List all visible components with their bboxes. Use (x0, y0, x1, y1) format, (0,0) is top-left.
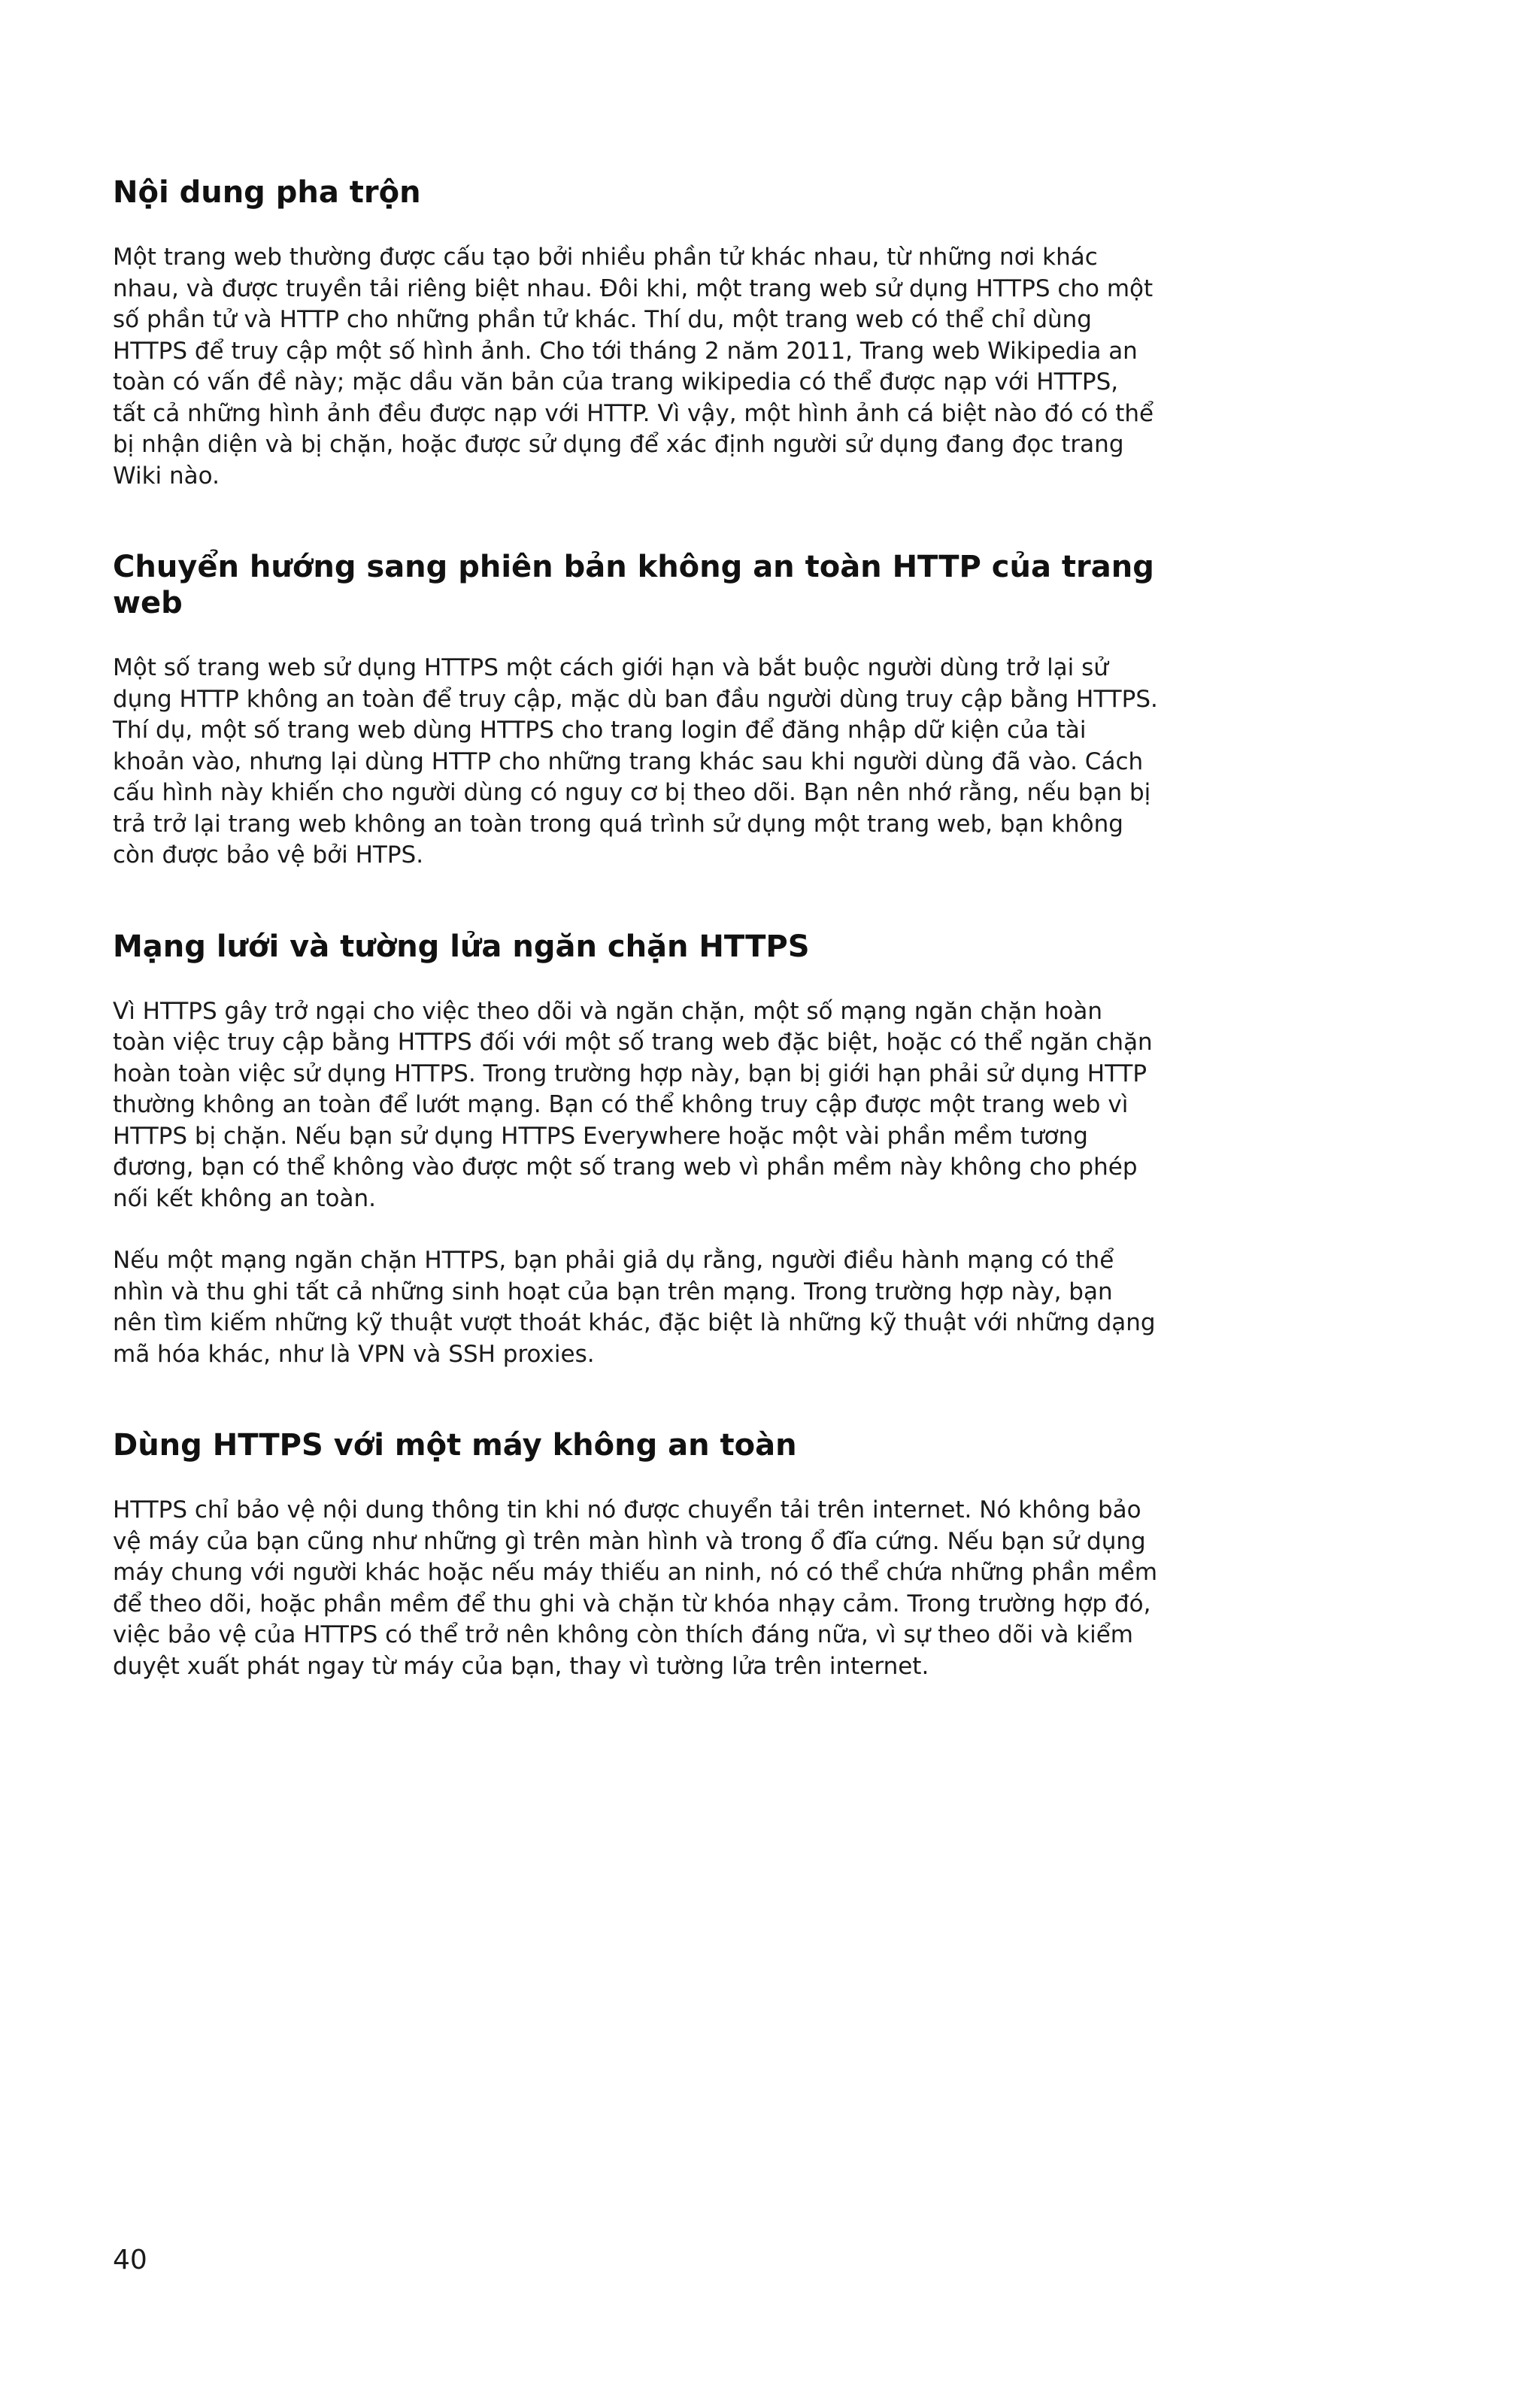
section-heading: Chuyển hướng sang phiên bản không an toàn HTTP của trang web (113, 550, 1154, 620)
page-number: 40 (113, 2245, 147, 2275)
section-paragraph: Một số trang web sử dụng HTTPS một cách giới hạn và bắt buộc người dùng trở lại sử dụng HTTP không an toàn để truy cập, mặc dù ban đầu người dùng truy cập bằng HTTPS. Thí dụ, một số trang web dùng HTTPS cho trang login để đăng nhập dữ kiện của tài khoản vào, nhưng lại dùng HTTP cho những trang khác sau khi người dùng đã vào. Cách cấu hình này khiến cho người dùng có nguy cơ bị theo dõi. Bạn nên nhớ rằng, nếu bạn bị trả trở lại trang web không an toàn trong quá trình sử dụng một trang web, bạn không còn được bảo vệ bởi HTPS. (113, 654, 1158, 869)
section-insecure-machine (113, 1427, 1158, 1682)
section-heading: Dùng HTTPS với một máy không an toàn (113, 1428, 797, 1463)
section-http-redirect (113, 549, 1158, 872)
section-heading: Nội dung pha trộn (113, 175, 421, 210)
section-paragraph: Một trang web thường được cấu tạo bởi nhiều phần tử khác nhau, từ những nơi khác nhau, và được truyền tải riêng biệt nhau. Đôi khi, một trang web sử dụng HTTPS cho một số phần tử và HTTP cho những phần tử khác. Thí du, một trang web có thể chỉ dùng HTTPS để truy cập một số hình ảnh. Cho tới tháng 2 năm 2011, Trang web Wikipedia an toàn có vấn đề này; mặc dầu văn bản của trang wikipedia có thể được nạp với HTTPS, tất cả những hình ảnh đều được nạp với HTTP. Vì vậy, một hình ảnh cá biệt nào đó có thể bị nhận diện và bị chặn, hoặc được sử dụng để xác định người sử dụng đang đọc trang Wiki nào. (113, 244, 1154, 490)
section-mixed-content (113, 174, 1158, 492)
page-content (113, 174, 1158, 1682)
section-paragraph: Nếu một mạng ngăn chặn HTTPS, bạn phải giả dụ rằng, người điều hành mạng có thể nhìn và thu ghi tất cả những sinh hoạt của bạn trên mạng. Trong trường hợp này, bạn nên tìm kiếm những kỹ thuật vượt thoát khác, đặc biệt là những kỹ thuật với những dạng mã hóa khác, như là VPN và SSH proxies. (113, 1247, 1156, 1368)
section-https-blocking (113, 929, 1158, 1371)
section-heading: Mạng lưới và tường lửa ngăn chặn HTTPS (113, 929, 810, 964)
section-paragraph: Vì HTTPS gây trở ngại cho việc theo dõi và ngăn chặn, một số mạng ngăn chặn hoàn toàn việc truy cập bằng HTTPS đối với một số trang web đặc biệt, hoặc có thể ngăn chặn hoàn toàn việc sử dụng HTTPS. Trong trường hợp này, bạn bị giới hạn phải sử dụng HTTP thường không an toàn để lướt mạng. Bạn có thể không truy cập được một trang web vì HTTPS bị chặn. Nếu bạn sử dụng HTTPS Everywhere hoặc một vài phần mềm tương đương, bạn có thể không vào được một số trang web vì phần mềm này không cho phép nối kết không an toàn. (113, 997, 1153, 1212)
section-paragraph: HTTPS chỉ bảo vệ nội dung thông tin khi nó được chuyển tải trên internet. Nó không bảo vệ máy của bạn cũng như những gì trên màn hình và trong ổ đĩa cứng. Nếu bạn sử dụng máy chung với người khác hoặc nếu máy thiếu an ninh, nó có thể chứa những phần mềm để theo dõi, hoặc phần mềm để thu ghi và chặn từ khóa nhạy cảm. Trong trường hợp đó, việc bảo vệ của HTTPS có thể trở nên không còn thích đáng nữa, vì sự theo dõi và kiểm duyệt xuất phát ngay từ máy của bạn, thay vì tường lửa trên internet. (113, 1496, 1158, 1680)
